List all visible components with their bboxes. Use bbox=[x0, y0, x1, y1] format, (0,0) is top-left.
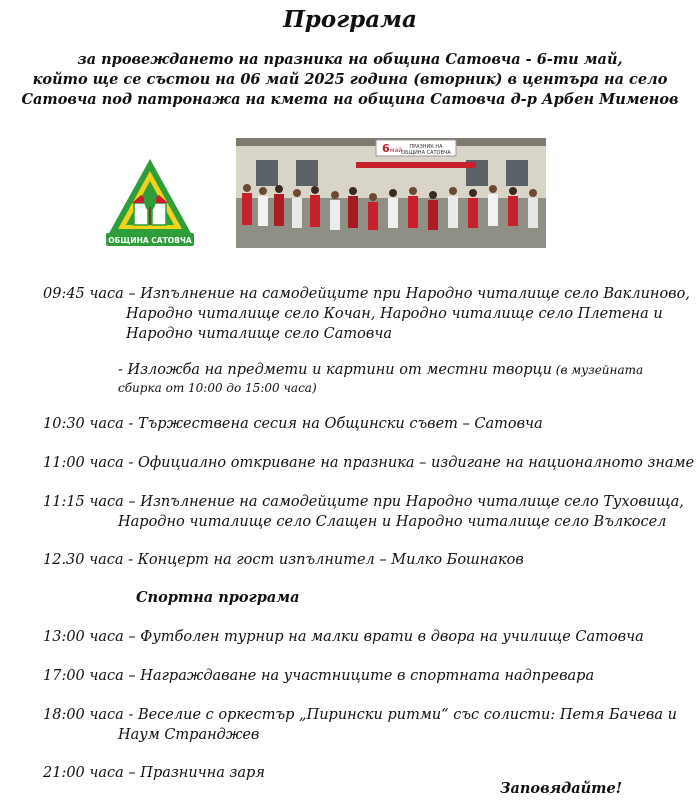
banner-line-1: ПРАЗНИК НА bbox=[409, 144, 443, 150]
program-item-1100: 11:00 часа - Официално откриване на празника – издигане на националното знаме bbox=[43, 455, 695, 471]
municipality-logo bbox=[104, 155, 196, 247]
subtitle-line-2: който ще се състои на 06 май 2025 година (вторник) в центъра на село bbox=[32, 71, 668, 88]
exhibition-note: (в музейната bbox=[551, 363, 644, 377]
program-item-0945-cont-1: Народно читалище село Кочан, Народно читалище село Плетена и bbox=[126, 306, 663, 322]
program-item-1800: 18:00 часа - Веселие с оркестър „Пирински ритми“ със солисти: Петя Бачева и bbox=[43, 707, 677, 723]
subtitle-line-3: Сатовча под патронажа на кмета на община Сатовча д-р Арбен Мименов bbox=[21, 91, 679, 108]
program-item-1115: 11:15 часа – Изпълнение на самодейците при Народно читалище село Туховища, bbox=[43, 494, 684, 510]
closing-welcome: Заповядайте! bbox=[500, 780, 623, 797]
program-item-exhibition bbox=[118, 360, 643, 380]
exhibition-note-cont: сбирка от 10:00 до 15:00 часа) bbox=[118, 381, 317, 395]
banner-line-2: ОБЩИНА САТОВЧА bbox=[401, 150, 451, 156]
program-item-1030: 10:30 часа - Тържествена сесия на Общински съвет – Сатовча bbox=[43, 416, 543, 432]
page-title: Програма bbox=[283, 6, 417, 33]
program-item-1700: 17:00 часа – Награждаване на участниците в спортната надпревара bbox=[43, 668, 595, 684]
banner-month: май bbox=[390, 147, 403, 154]
sport-program-heading: Спортна програма bbox=[136, 589, 300, 606]
logo-text: ОБЩИНА САТОВЧА bbox=[108, 236, 192, 245]
program-item-1300: 13:00 часа – Футболен турнир на малки врати в двора на училище Сатовча bbox=[43, 629, 644, 645]
exhibition-text: - Изложба на предмети и картини от местни творци bbox=[118, 362, 552, 378]
banner-day: 6 bbox=[382, 142, 390, 155]
program-item-0945: 09:45 часа – Изпълнение на самодейците при Народно читалище село Ваклиново, bbox=[43, 286, 690, 302]
program-item-1230: 12.30 часа - Концерт на гост изпълнител – Милко Бошнаков bbox=[43, 552, 524, 568]
program-item-1115-cont: Народно читалище село Слащен и Народно читалище село Вълкосел bbox=[118, 514, 667, 530]
subtitle-line-1: за провеждането на празника на община Сатовча - 6-ти май, bbox=[77, 51, 623, 68]
festival-photo bbox=[236, 138, 546, 248]
program-item-2100: 21:00 часа – Празнична заря bbox=[43, 765, 265, 781]
program-item-1800-cont: Наум Странджев bbox=[118, 727, 260, 743]
program-item-0945-cont-2: Народно читалище село Сатовча bbox=[126, 326, 393, 342]
